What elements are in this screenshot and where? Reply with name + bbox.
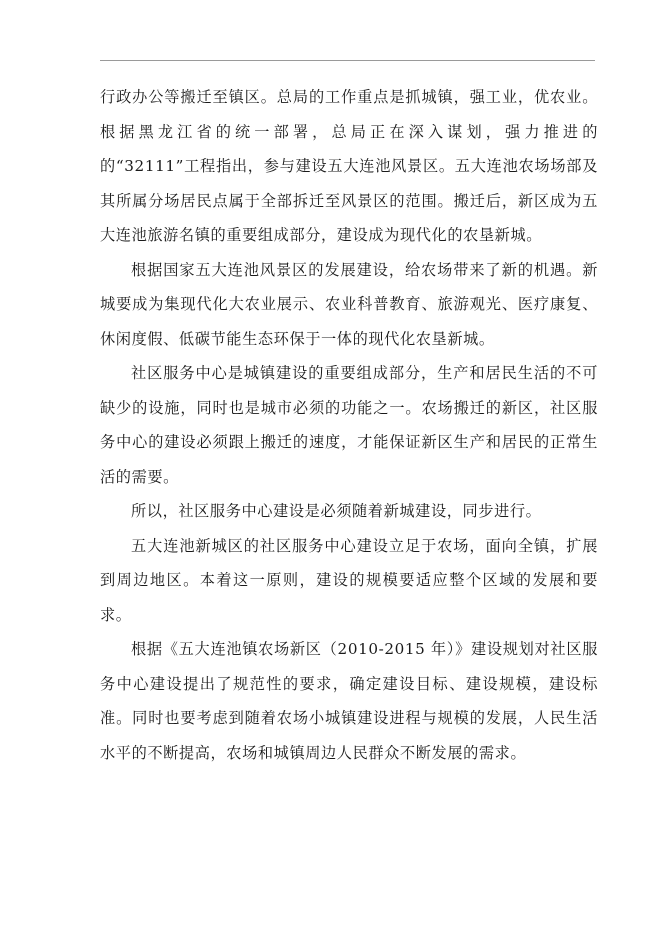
- paragraph-4: 所以，社区服务中心建设是必须随着新城建设，同步进行。: [131, 502, 542, 520]
- paragraph-3: 社区服务中心是城镇建设的重要组成部分，生产和居民生活的不可缺少的设施，同时也是城市必须的功能之一。农场搬迁的新区，社区服务中心的建设必须跟上搬迁的速度，才能保证新区生产和居民的正常生活的需要。: [100, 364, 598, 486]
- document-body: [100, 80, 598, 770]
- paragraph-1: 行政办公等搬迁至镇区。总局的工作重点是抓城镇，强工业，优农业。根据黑龙江省的统一部署，总局正在深入谋划，强力推进的的“32111”工程指出，参与建设五大连池风景区。五大连池农场场部及其所属分场居民点属于全部拆迁至风景区的范围。搬迁后，新区成为五大连池旅游名镇的重要组成部分，建设成为现代化的农垦新城。: [100, 88, 598, 244]
- paragraph-5: 五大连池新城区的社区服务中心建设立足于农场，面向全镇，扩展到周边地区。本着这一原则，建设的规模要适应整个区域的发展和要求。: [100, 536, 598, 624]
- paragraph-2: 根据国家五大连池风景区的发展建设，给农场带来了新的机遇。新城要成为集现代化大农业展示、农业科普教育、旅游观光、医疗康复、休闲度假、低碳节能生态环保于一体的现代化农垦新城。: [100, 260, 598, 348]
- paragraph-6: 根据《五大连池镇农场新区（2010-2015 年）》建设规划对社区服务中心建设提出了规范性的要求，确定建设目标、建设规模，建设标准。同时也要考虑到随着农场小城镇建设进程与规模的发展，人民生活水平的不断提高，农场和城镇周边人民群众不断发展的需求。: [100, 640, 598, 762]
- header-rule: [100, 60, 595, 61]
